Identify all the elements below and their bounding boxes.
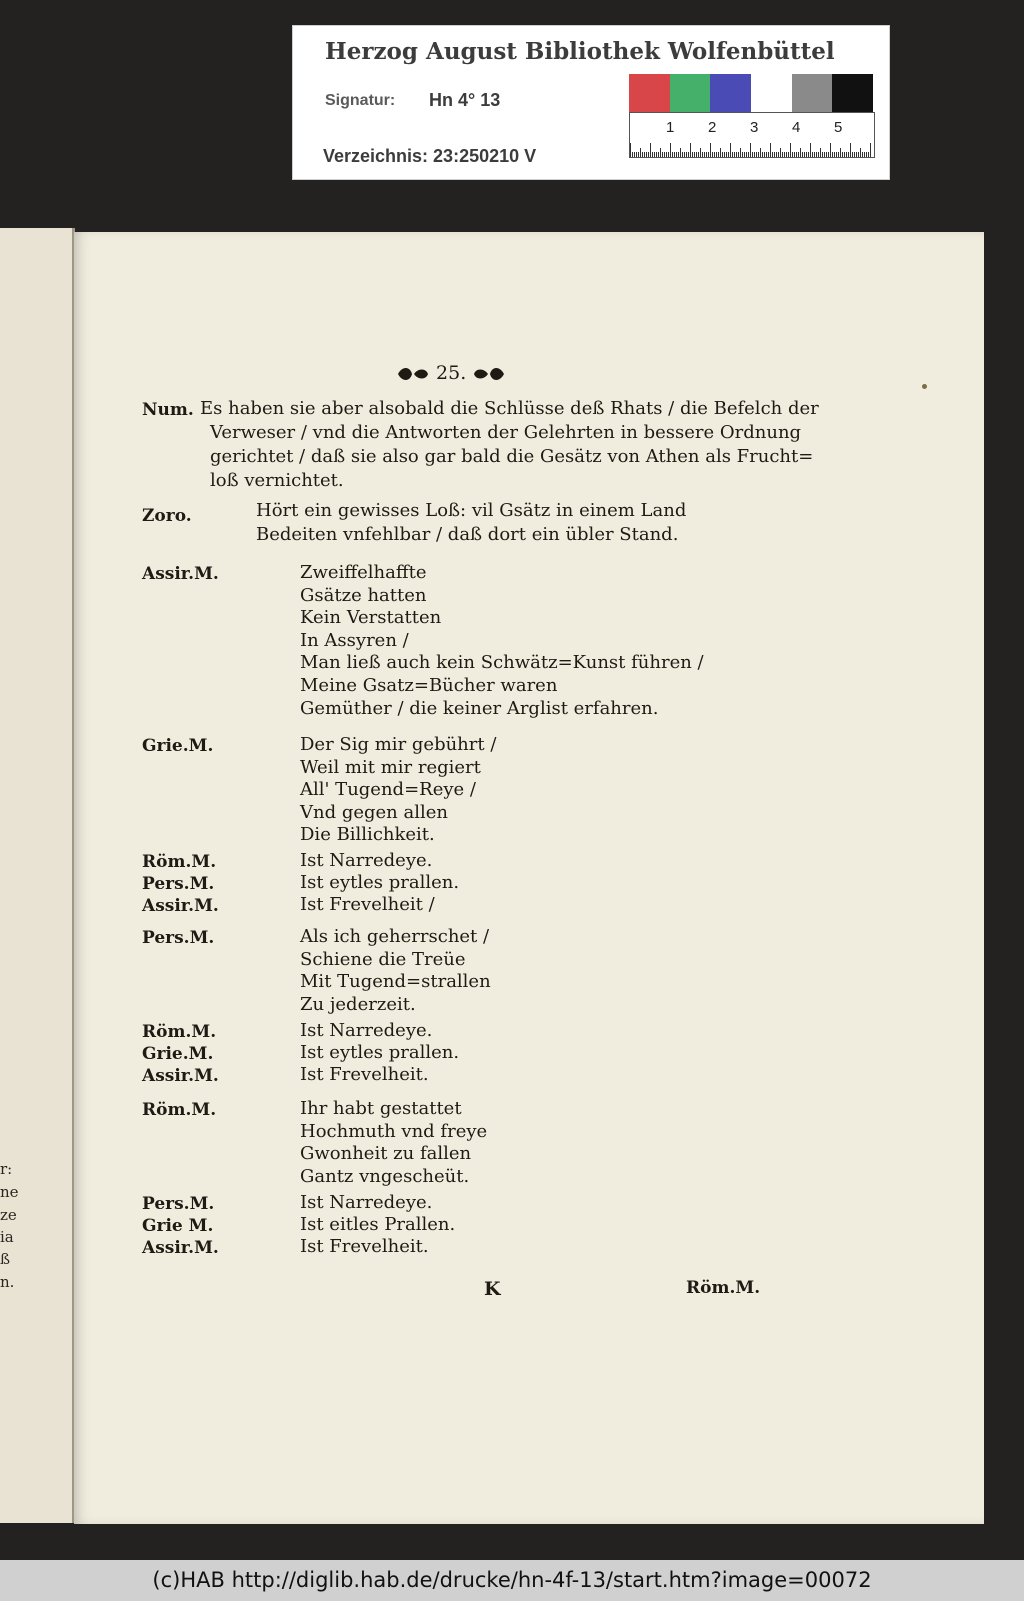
speaker-label: Röm.M. bbox=[142, 1100, 217, 1120]
ruler-tick bbox=[808, 152, 809, 157]
ruler-tick bbox=[832, 152, 833, 157]
verse-line: All' Tugend=Reye / bbox=[300, 779, 476, 801]
ruler-tick bbox=[704, 152, 705, 157]
ruler-tick bbox=[854, 152, 855, 157]
ruler-tick bbox=[644, 152, 645, 157]
ruler-tick bbox=[654, 152, 655, 157]
ruler-tick bbox=[766, 152, 767, 157]
ruler-tick bbox=[738, 152, 739, 157]
ruler-tick bbox=[700, 148, 701, 157]
ruler-tick bbox=[846, 152, 847, 157]
verse-line: Ihr habt gestattet bbox=[300, 1098, 462, 1119]
ruler-tick bbox=[690, 143, 691, 157]
ruler-tick bbox=[824, 152, 825, 157]
ruler-tick bbox=[856, 152, 857, 157]
ruler-tick bbox=[662, 152, 663, 157]
ruler-tick bbox=[748, 152, 749, 157]
speaker-label: Grie.M. bbox=[142, 1044, 214, 1064]
ruler-tick bbox=[694, 152, 695, 157]
verse-line: In Assyren / bbox=[300, 629, 409, 651]
ruler-tick bbox=[844, 152, 845, 157]
left-ornament-icon bbox=[396, 365, 430, 383]
verse-line: Ist Frevelheit / bbox=[300, 894, 435, 915]
ruler-tick bbox=[636, 152, 637, 157]
ruler-tick bbox=[842, 152, 843, 157]
verse-line: Der Sig mir gebührt / bbox=[300, 734, 497, 755]
ruler-tick bbox=[816, 152, 817, 157]
ruler-tick bbox=[712, 152, 713, 157]
verse-line: Hört ein gewisses Loß: vil Gsätz in einem Land bbox=[256, 500, 687, 521]
ruler-tick bbox=[760, 148, 761, 157]
verse-line: Ist eitles Prallen. bbox=[300, 1214, 456, 1235]
left-page-fragment: ia bbox=[0, 1228, 14, 1246]
ruler-tick bbox=[850, 143, 851, 157]
verse-line: Weil mit mir regiert bbox=[300, 756, 481, 778]
speaker-label: Assir.M. bbox=[142, 1066, 219, 1086]
ruler-tick bbox=[640, 148, 641, 157]
ruler-tick bbox=[660, 148, 661, 157]
ruler-tick bbox=[870, 143, 871, 157]
signatur-label: Signatur: bbox=[325, 92, 396, 109]
ruler-tick bbox=[812, 152, 813, 157]
speaker-label: Num. bbox=[142, 400, 194, 420]
ruler-tick bbox=[750, 143, 751, 157]
ruler-tick bbox=[744, 152, 745, 157]
ruler-tick bbox=[720, 148, 721, 157]
speaker-label: Pers.M. bbox=[142, 874, 215, 894]
verse-line: Man ließ auch kein Schwätz=Kunst führen / bbox=[300, 652, 704, 674]
speaker-label: Zoro. bbox=[142, 506, 192, 526]
ruler-tick bbox=[650, 143, 651, 157]
ruler-tick bbox=[784, 152, 785, 157]
book-page bbox=[74, 232, 984, 1524]
ruler-tick bbox=[736, 152, 737, 157]
speaker-label: Grie M. bbox=[142, 1216, 214, 1236]
ruler-tick bbox=[818, 152, 819, 157]
ruler-tick bbox=[684, 152, 685, 157]
ruler-tick bbox=[670, 143, 671, 157]
ruler-tick bbox=[698, 152, 699, 157]
ruler-tick bbox=[656, 152, 657, 157]
ruler-tick bbox=[788, 152, 789, 157]
ruler-tick bbox=[724, 152, 725, 157]
ruler-tick bbox=[692, 152, 693, 157]
verse-line: Zu jederzeit. bbox=[300, 993, 416, 1015]
ruler-tick bbox=[858, 152, 859, 157]
verse-line: Gemüther / die keiner Arglist erfahren. bbox=[300, 697, 659, 719]
speaker-label: Röm.M. bbox=[142, 852, 217, 872]
ruler-tick bbox=[804, 152, 805, 157]
catchword-next-speaker: Röm.M. bbox=[686, 1278, 761, 1298]
verse-line: Bedeiten vnfehlbar / daß dort ein übler Stand. bbox=[256, 524, 679, 545]
verse-line: Mit Tugend=strallen bbox=[300, 971, 491, 993]
ruler-tick bbox=[848, 152, 849, 157]
ruler-tick bbox=[680, 148, 681, 157]
ruler-tick bbox=[722, 152, 723, 157]
signatur-value: Hn 4° 13 bbox=[429, 90, 501, 110]
ruler-tick bbox=[780, 148, 781, 157]
ruler-tick bbox=[826, 152, 827, 157]
right-ornament-icon bbox=[472, 365, 506, 383]
ruler-number: 5 bbox=[834, 119, 843, 136]
verse-line: Ist Narredeye. bbox=[300, 850, 433, 871]
verse-line: Als ich geherrschet / bbox=[300, 926, 490, 947]
ruler-tick bbox=[702, 152, 703, 157]
left-page-fragment: r: bbox=[0, 1160, 13, 1178]
verse-line: Ist Frevelheit. bbox=[300, 1236, 429, 1257]
page-number-header bbox=[396, 362, 506, 384]
ruler-tick bbox=[726, 152, 727, 157]
ruler-tick bbox=[718, 152, 719, 157]
verse-line: Ist Narredeye. bbox=[300, 1192, 433, 1213]
ruler-tick bbox=[630, 143, 631, 157]
verse-line: Hochmuth vnd freye bbox=[300, 1120, 488, 1142]
ruler-tick bbox=[668, 152, 669, 157]
library-name: Herzog August Bibliothek Wolfenbüttel bbox=[325, 38, 835, 65]
ruler-tick bbox=[860, 148, 861, 157]
ruler-tick bbox=[810, 143, 811, 157]
verse-line: Meine Gsatz=Bücher waren bbox=[300, 675, 558, 696]
ruler-number: 2 bbox=[708, 119, 717, 136]
ruler-tick bbox=[686, 152, 687, 157]
paper-spot bbox=[922, 384, 927, 389]
ruler-tick bbox=[794, 152, 795, 157]
ruler-tick bbox=[778, 152, 779, 157]
ruler-tick bbox=[866, 152, 867, 157]
ruler-tick bbox=[746, 152, 747, 157]
verse-line: Vnd gegen allen bbox=[300, 801, 448, 823]
ruler-tick bbox=[734, 152, 735, 157]
ruler-number: 4 bbox=[792, 119, 801, 136]
ruler-tick bbox=[852, 152, 853, 157]
intro-line: Verweser / vnd die Antworten der Gelehrten in bessere Ordnung bbox=[210, 422, 802, 443]
verse-line: Die Billichkeit. bbox=[300, 824, 435, 846]
ruler-tick bbox=[776, 152, 777, 157]
speaker-label: Röm.M. bbox=[142, 1022, 217, 1042]
ruler-tick bbox=[652, 152, 653, 157]
ruler-tick bbox=[754, 152, 755, 157]
color-calibration-strip bbox=[629, 74, 873, 112]
ruler-tick bbox=[714, 152, 715, 157]
ruler-tick bbox=[756, 152, 757, 157]
ruler-tick bbox=[834, 152, 835, 157]
left-page-fragment: ne bbox=[0, 1183, 19, 1201]
ruler-tick bbox=[820, 148, 821, 157]
verse-line: Ist eytles prallen. bbox=[300, 872, 460, 893]
ruler-tick bbox=[782, 152, 783, 157]
ruler-tick bbox=[768, 152, 769, 157]
ruler-number: 3 bbox=[750, 119, 759, 136]
ruler-tick bbox=[802, 152, 803, 157]
verzeichnis-text: Verzeichnis: 23:250210 V bbox=[323, 146, 537, 166]
ruler-tick bbox=[728, 152, 729, 157]
verse-line: Ist Narredeye. bbox=[300, 1020, 433, 1041]
ruler-tick bbox=[790, 143, 791, 157]
ruler-tick bbox=[648, 152, 649, 157]
color-swatch bbox=[629, 74, 670, 112]
copyright-footer: (c)HAB http://diglib.hab.de/drucke/hn-4f-13/start.htm?image=00072 bbox=[0, 1560, 1024, 1601]
ruler-tick bbox=[774, 152, 775, 157]
intro-line: Es haben sie aber alsobald die Schlüsse deß Rhats / die Befelch der bbox=[200, 398, 819, 419]
ruler-tick bbox=[708, 152, 709, 157]
ruler-tick bbox=[838, 152, 839, 157]
verse-line: Gwonheit zu fallen bbox=[300, 1143, 472, 1165]
ruler-tick bbox=[672, 152, 673, 157]
color-swatch bbox=[670, 74, 711, 112]
ruler-tick bbox=[764, 152, 765, 157]
speaker-label: Assir.M. bbox=[142, 1238, 219, 1258]
ruler-tick bbox=[666, 152, 667, 157]
left-page-edge bbox=[0, 228, 75, 1523]
ruler-tick bbox=[822, 152, 823, 157]
ruler-tick bbox=[664, 152, 665, 157]
scale-ruler bbox=[629, 112, 875, 158]
ruler-tick bbox=[752, 152, 753, 157]
intro-line: gerichtet / daß sie also gar bald die Gesätz von Athen als Frucht= bbox=[210, 446, 814, 467]
ruler-tick bbox=[762, 152, 763, 157]
ruler-tick bbox=[868, 152, 869, 157]
ruler-tick bbox=[828, 152, 829, 157]
ruler-tick bbox=[742, 152, 743, 157]
intro-line: loß vernichtet. bbox=[210, 470, 344, 491]
ruler-tick bbox=[830, 143, 831, 157]
ruler-tick bbox=[678, 152, 679, 157]
ruler-tick bbox=[770, 143, 771, 157]
speaker-label: Assir.M. bbox=[142, 896, 219, 916]
ruler-tick bbox=[786, 152, 787, 157]
verse-line: Gsätze hatten bbox=[300, 584, 427, 606]
ruler-number: 1 bbox=[666, 119, 675, 136]
ruler-tick bbox=[638, 152, 639, 157]
color-swatch bbox=[710, 74, 751, 112]
ruler-tick bbox=[758, 152, 759, 157]
ruler-tick bbox=[806, 152, 807, 157]
ruler-tick bbox=[740, 148, 741, 157]
ruler-tick bbox=[682, 152, 683, 157]
left-page-fragment: ß bbox=[0, 1250, 11, 1268]
ruler-tick bbox=[836, 152, 837, 157]
ruler-tick bbox=[688, 152, 689, 157]
verse-line: Schiene die Treüe bbox=[300, 948, 466, 970]
page-number: 25. bbox=[436, 362, 467, 384]
verse-line: Gantz vngescheüt. bbox=[300, 1165, 470, 1187]
color-swatch bbox=[751, 74, 792, 112]
ruler-tick bbox=[710, 143, 711, 157]
verse-line: Zweiffelhaffte bbox=[300, 562, 427, 583]
ruler-tick bbox=[696, 152, 697, 157]
color-swatch bbox=[832, 74, 873, 112]
catchword-signature: K bbox=[484, 1278, 501, 1300]
color-swatch bbox=[792, 74, 833, 112]
ruler-tick bbox=[658, 152, 659, 157]
ruler-tick bbox=[862, 152, 863, 157]
ruler-tick bbox=[840, 148, 841, 157]
ruler-tick bbox=[676, 152, 677, 157]
verse-line: Ist eytles prallen. bbox=[300, 1042, 460, 1063]
ruler-tick bbox=[772, 152, 773, 157]
ruler-tick bbox=[642, 152, 643, 157]
ruler-tick bbox=[798, 152, 799, 157]
left-page-fragment: ze bbox=[0, 1206, 17, 1224]
verse-line: Ist Frevelheit. bbox=[300, 1064, 429, 1085]
ruler-tick bbox=[732, 152, 733, 157]
ruler-tick bbox=[730, 143, 731, 157]
ruler-tick bbox=[674, 152, 675, 157]
ruler-tick bbox=[634, 152, 635, 157]
ruler-tick bbox=[800, 148, 801, 157]
left-page-fragment: n. bbox=[0, 1273, 15, 1291]
speaker-label: Grie.M. bbox=[142, 736, 214, 756]
ruler-tick bbox=[814, 152, 815, 157]
ruler-tick bbox=[792, 152, 793, 157]
ruler-tick bbox=[646, 152, 647, 157]
speaker-label: Pers.M. bbox=[142, 1194, 215, 1214]
ruler-tick bbox=[796, 152, 797, 157]
ruler-tick bbox=[706, 152, 707, 157]
ruler-tick bbox=[716, 152, 717, 157]
speaker-label: Pers.M. bbox=[142, 928, 215, 948]
speaker-label: Assir.M. bbox=[142, 564, 219, 584]
library-label-card bbox=[292, 25, 890, 180]
ruler-tick bbox=[632, 152, 633, 157]
ruler-tick bbox=[864, 152, 865, 157]
verse-line: Kein Verstatten bbox=[300, 607, 442, 629]
